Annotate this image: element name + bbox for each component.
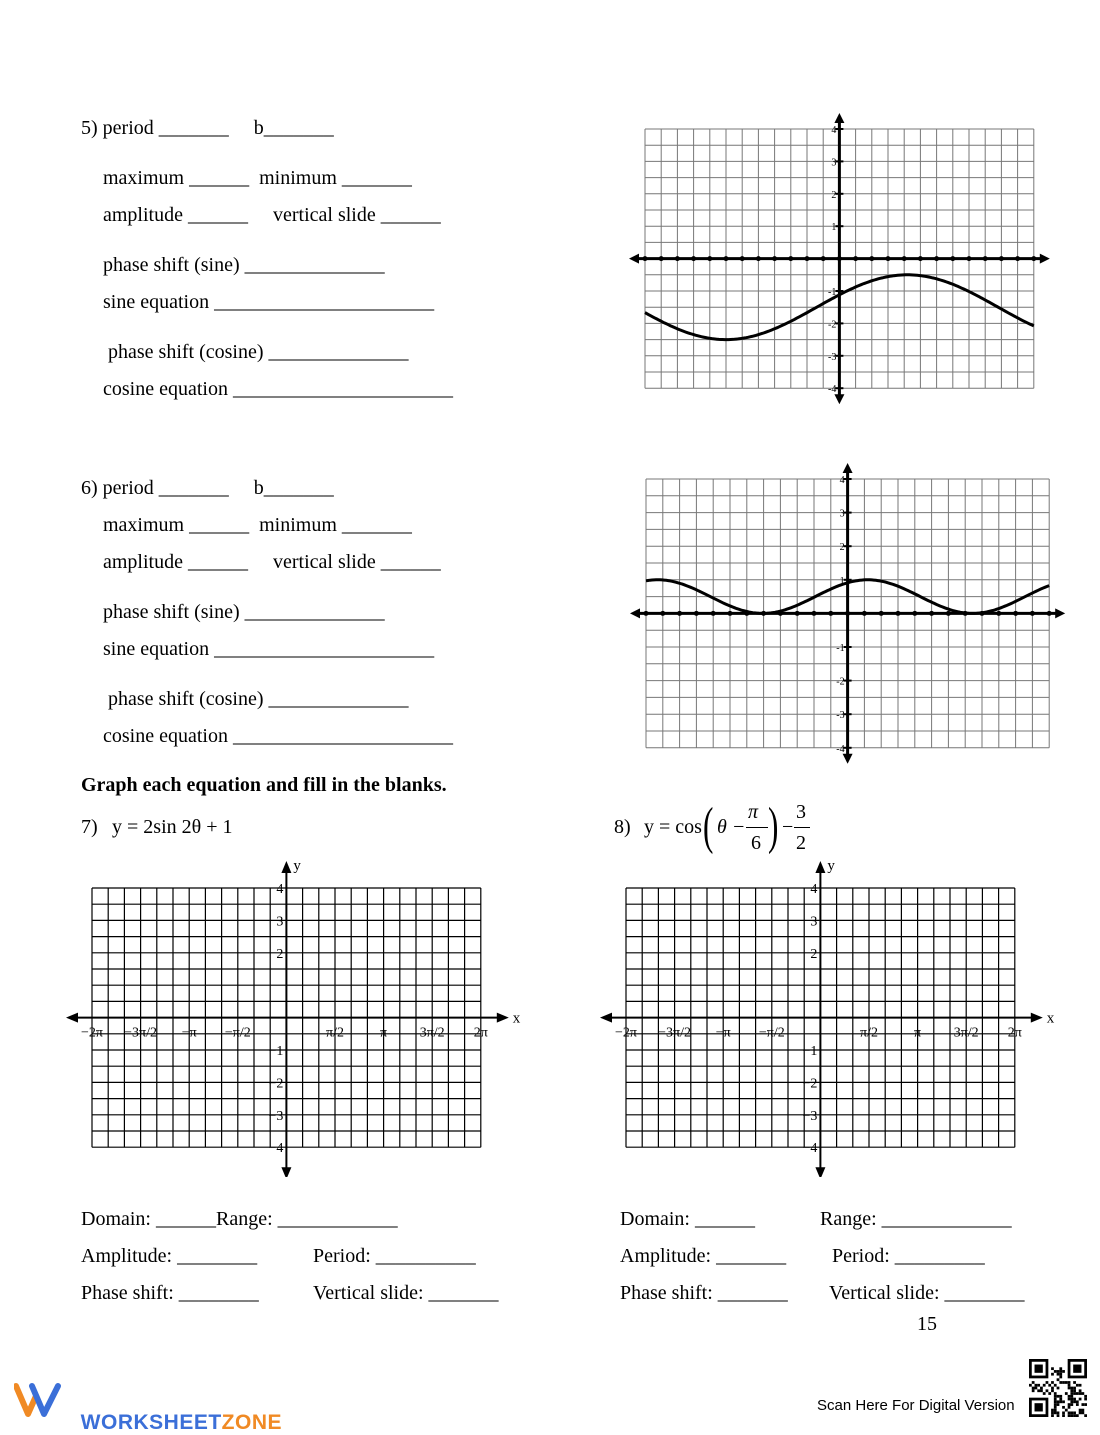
x-axis-arrow-right [1031, 1013, 1043, 1023]
p7-phase-shift: Phase shift: ________ [81, 1282, 259, 1304]
p8-number: 8) [614, 816, 631, 838]
p7-axes [66, 861, 509, 1177]
qr-module [1068, 1398, 1071, 1401]
qr-module [1054, 1370, 1057, 1373]
qr-module [1051, 1367, 1054, 1370]
y-tick-label: 2 [839, 542, 845, 554]
p5-cos-eq-line: cosine equation ______________________ [103, 378, 453, 400]
x-axis-arrow-left [629, 254, 639, 264]
p8-frac1-num: π [748, 801, 759, 823]
x-axis-arrow-left [66, 1013, 78, 1023]
qr-module [1081, 1392, 1084, 1395]
x-tick [724, 256, 729, 261]
y-axis-arrow-top [843, 463, 853, 473]
x-tick [828, 611, 833, 616]
x-tick [788, 256, 793, 261]
p8-eq-minus: − [782, 816, 794, 838]
p8-phase-shift: Phase shift: _______ [620, 1282, 788, 1304]
x-tick-label: −π [181, 1025, 197, 1041]
p6-phase-sine-line: phase shift (sine) ______________ [103, 601, 385, 623]
y-axis-arrow-top [815, 861, 825, 873]
qr-module [1062, 1406, 1065, 1409]
qr-module [1051, 1373, 1054, 1376]
x-tick [821, 256, 826, 261]
qr-module [1054, 1409, 1057, 1412]
qr-module [1057, 1400, 1060, 1403]
qr-module [1051, 1409, 1054, 1412]
p8-right-paren: ) [768, 798, 779, 855]
qr-module [1059, 1395, 1062, 1398]
y-tick-label: 4 [810, 882, 818, 897]
x-tick [805, 256, 810, 261]
qr-module [1037, 1389, 1040, 1392]
x-tick [1015, 256, 1020, 261]
qr-module [1070, 1395, 1073, 1398]
y-axis-label: y [293, 858, 301, 874]
y-tick-label: -3 [828, 351, 837, 363]
y-tick-label: −2 [802, 1076, 818, 1092]
y-tick-label: 3 [276, 914, 284, 930]
y-tick-label: 2 [831, 189, 837, 201]
y-axis-arrow-bottom [281, 1167, 291, 1177]
p6-graph [628, 462, 1068, 764]
x-tick [918, 256, 923, 261]
p8-frac2-den: 2 [796, 832, 806, 854]
qr-module [1035, 1384, 1038, 1387]
qr-module [1070, 1411, 1073, 1414]
x-tick [1013, 611, 1018, 616]
section-heading: Graph each equation and fill in the blanks. [81, 774, 447, 796]
p6-phase-cos-line: phase shift (cosine) ______________ [108, 688, 409, 710]
qr-module [1054, 1384, 1057, 1387]
p7-graph[interactable] [62, 855, 532, 1177]
p6-amplitude-line: amplitude ______ vertical slide ______ [103, 551, 441, 573]
p8-eq-lhs: y = cos [644, 816, 702, 838]
qr-module [1070, 1398, 1073, 1401]
y-tick-label: -1 [836, 643, 845, 654]
qr-module [1040, 1387, 1043, 1390]
qr-module [1048, 1384, 1051, 1387]
p8-frac1-bar [746, 827, 768, 828]
qr-finder-core [1035, 1403, 1043, 1411]
y-tick-label: -4 [836, 743, 845, 755]
p5-graph [628, 112, 1056, 404]
x-tick-label: 2π [1007, 1025, 1022, 1041]
p7-domain-range: Domain: ______Range: ____________ [81, 1208, 398, 1230]
x-tick [902, 256, 907, 261]
p6-period-line: 6) period _______ b_______ [81, 477, 334, 499]
p6-axes [630, 463, 1065, 764]
y-tick-label: 4 [831, 125, 837, 136]
p8-frac2-num: 3 [796, 801, 806, 823]
qr-module [1035, 1387, 1038, 1390]
x-tick [772, 256, 777, 261]
qr-module [1070, 1392, 1073, 1395]
y-tick-label: -1 [828, 287, 837, 298]
p7-labels [81, 858, 521, 1156]
qr-module [1070, 1387, 1073, 1390]
qr-module [1057, 1378, 1060, 1381]
y-tick-label: 3 [810, 914, 818, 930]
qr-module [1059, 1381, 1062, 1384]
qr-module [1068, 1414, 1071, 1417]
qr-module [1062, 1381, 1065, 1384]
qr-module [1076, 1414, 1079, 1417]
y-tick-label: -2 [828, 319, 837, 331]
x-tick-label: −π/2 [758, 1025, 785, 1041]
p5-axes [629, 113, 1050, 404]
y-tick-label: 3 [831, 157, 837, 169]
p5-sine-eq-line: sine equation ______________________ [103, 291, 435, 313]
qr-module [1068, 1403, 1071, 1406]
qr-module [1054, 1395, 1057, 1398]
qr-module [1070, 1389, 1073, 1392]
x-tick [660, 611, 665, 616]
x-tick-label: −3π/2 [124, 1025, 158, 1041]
x-tick [691, 256, 696, 261]
p6-y-ticks [836, 475, 844, 755]
x-tick [934, 256, 939, 261]
p7-period: Period: __________ [313, 1245, 476, 1267]
qr-module [1079, 1411, 1082, 1414]
x-tick [1031, 256, 1036, 261]
qr-module [1084, 1395, 1087, 1398]
x-axis-label: x [512, 1010, 521, 1027]
qr-module [1059, 1376, 1062, 1379]
qr-module [1084, 1414, 1087, 1417]
x-tick [999, 256, 1004, 261]
p6-cos-eq-line: cosine equation ______________________ [103, 725, 453, 747]
qr-module [1037, 1384, 1040, 1387]
x-tick [659, 256, 664, 261]
p8-graph[interactable] [596, 855, 1066, 1177]
qr-module [1043, 1392, 1046, 1395]
y-tick-label: −3 [268, 1108, 284, 1124]
qr-finder-core [1035, 1365, 1043, 1373]
qr-module [1076, 1403, 1079, 1406]
x-tick [643, 256, 648, 261]
qr-module [1051, 1387, 1054, 1390]
x-tick [929, 611, 934, 616]
y-axis-arrow-bottom [843, 754, 853, 764]
x-tick [946, 611, 951, 616]
qr-module [1054, 1406, 1057, 1409]
qr-module [1032, 1387, 1035, 1390]
qr-module [1057, 1395, 1060, 1398]
y-tick-label: −4 [268, 1141, 284, 1157]
x-tick [837, 256, 842, 261]
qr-module [1059, 1370, 1062, 1373]
qr-module [1059, 1398, 1062, 1401]
x-tick [795, 611, 800, 616]
qr-module [1084, 1403, 1087, 1406]
qr-module [1068, 1406, 1071, 1409]
x-tick-label: −3π/2 [658, 1025, 692, 1041]
p8-labels [615, 858, 1055, 1156]
qr-module [1073, 1414, 1076, 1417]
qr-module [1032, 1389, 1035, 1392]
qr-module [1073, 1400, 1076, 1403]
qr-module [1054, 1400, 1057, 1403]
qr-module [1076, 1392, 1079, 1395]
p7-equation: y = 2sin 2θ + 1 [112, 816, 233, 838]
p5-phase-cos-line: phase shift (cosine) ______________ [108, 341, 409, 363]
qr-module [1081, 1403, 1084, 1406]
x-tick [912, 611, 917, 616]
scan-text: Scan Here For Digital Version [817, 1397, 1015, 1414]
qr-module [1054, 1398, 1057, 1401]
p7-amplitude: Amplitude: ________ [81, 1245, 258, 1267]
p5-period-line: 5) period _______ b_______ [81, 117, 334, 139]
qr-module [1073, 1398, 1076, 1401]
x-tick-label: −π/2 [224, 1025, 251, 1041]
qr-module [1070, 1403, 1073, 1406]
p5-amplitude-line: amplitude ______ vertical slide ______ [103, 204, 441, 226]
qr-module [1029, 1384, 1032, 1387]
qr-module [1073, 1411, 1076, 1414]
x-tick [886, 256, 891, 261]
p5-phase-sine-line: phase shift (sine) ______________ [103, 254, 385, 276]
x-tick [996, 611, 1001, 616]
p8-range: Range: _____________ [820, 1208, 1012, 1230]
qr-module [1068, 1381, 1071, 1384]
p8-axes [600, 861, 1043, 1177]
y-axis-label: y [827, 858, 835, 874]
y-tick-label: −3 [802, 1108, 818, 1124]
qr-module [1084, 1398, 1087, 1401]
x-axis-arrow-right [1055, 608, 1065, 618]
qr-module [1057, 1414, 1060, 1417]
qr-module [1040, 1389, 1043, 1392]
qr-module [1032, 1381, 1035, 1384]
y-axis-arrow-top [281, 861, 291, 873]
qr-module [1046, 1381, 1049, 1384]
x-tick [967, 256, 972, 261]
qr-module [1068, 1395, 1071, 1398]
qr-module [1057, 1370, 1060, 1373]
qr-module [1043, 1384, 1046, 1387]
p7-vertical-slide: Vertical slide: _______ [313, 1282, 499, 1304]
qr-module [1065, 1381, 1068, 1384]
qr-module [1079, 1392, 1082, 1395]
qr-module [1079, 1409, 1082, 1412]
qr-module [1057, 1373, 1060, 1376]
qr-module [1048, 1392, 1051, 1395]
y-tick-label: 3 [839, 508, 845, 520]
qr-module [1065, 1392, 1068, 1395]
qr-module [1081, 1409, 1084, 1412]
p6-sine-eq-line: sine equation ______________________ [103, 638, 435, 660]
p7-number: 7) [81, 816, 98, 838]
x-tick-label: π/2 [860, 1025, 878, 1041]
qr-module [1051, 1389, 1054, 1392]
brand-part2: ZONE [221, 1411, 283, 1434]
x-tick [845, 611, 850, 616]
y-tick-label: 2 [276, 946, 284, 962]
qr-module [1070, 1400, 1073, 1403]
x-axis-arrow-right [497, 1013, 509, 1023]
qr-code-icon[interactable] [1029, 1359, 1087, 1417]
x-tick [853, 256, 858, 261]
y-tick-label: 4 [839, 475, 845, 486]
x-tick [677, 611, 682, 616]
qr-module [1059, 1373, 1062, 1376]
x-tick [694, 611, 699, 616]
qr-module [1059, 1400, 1062, 1403]
qr-module [1076, 1400, 1079, 1403]
x-tick [950, 256, 955, 261]
x-tick [675, 256, 680, 261]
x-tick-label: 2π [473, 1025, 488, 1041]
x-tick [707, 256, 712, 261]
p5-maxmin-line: maximum ______ minimum _______ [103, 167, 412, 189]
qr-module [1051, 1414, 1054, 1417]
y-tick-label: −4 [802, 1141, 818, 1157]
x-axis-arrow-left [600, 1013, 612, 1023]
qr-module [1073, 1381, 1076, 1384]
p8-eq-theta: θ − [717, 816, 746, 838]
worksheetzone-logo-icon [14, 1382, 62, 1418]
qr-module [1076, 1384, 1079, 1387]
qr-module [1065, 1409, 1068, 1412]
x-tick [728, 611, 733, 616]
x-tick [644, 611, 649, 616]
p8-amplitude: Amplitude: _______ [620, 1245, 787, 1267]
y-tick-label: -3 [836, 710, 845, 722]
qr-module [1062, 1414, 1065, 1417]
qr-module [1051, 1411, 1054, 1414]
p6-maxmin-line: maximum ______ minimum _______ [103, 514, 412, 536]
x-tick-label: π [380, 1025, 388, 1041]
x-tick [896, 611, 901, 616]
qr-module [1079, 1384, 1082, 1387]
qr-module [1073, 1389, 1076, 1392]
y-axis-arrow-bottom [834, 394, 844, 404]
qr-module [1057, 1411, 1060, 1414]
y-axis-arrow-top [834, 113, 844, 123]
y-tick-label: 1 [839, 575, 845, 587]
y-tick-label: −1 [802, 1044, 818, 1059]
x-tick-label: 3π/2 [419, 1025, 445, 1041]
x-tick-label: −2π [81, 1025, 103, 1041]
x-tick [740, 256, 745, 261]
brand-name[interactable] [68, 1387, 282, 1435]
qr-module [1073, 1392, 1076, 1395]
x-tick [862, 611, 867, 616]
x-axis-arrow-right [1040, 254, 1050, 264]
x-tick [1047, 611, 1052, 616]
qr-module [1073, 1387, 1076, 1390]
y-tick-label: -4 [828, 384, 837, 396]
x-tick-label: π/2 [326, 1025, 344, 1041]
x-tick [711, 611, 716, 616]
brand-part1: WORKSHEET [80, 1411, 222, 1434]
p8-frac2-bar [794, 827, 810, 828]
qr-module [1068, 1411, 1071, 1414]
x-tick [983, 256, 988, 261]
page-number: 15 [917, 1313, 937, 1335]
p8-vertical-slide: Vertical slide: ________ [829, 1282, 1025, 1304]
y-tick-label: −1 [268, 1044, 284, 1059]
x-tick-label: −2π [615, 1025, 637, 1041]
y-axis-arrow-bottom [815, 1167, 825, 1177]
qr-module [1068, 1387, 1071, 1390]
qr-module [1057, 1387, 1060, 1390]
x-tick-label: π [914, 1025, 922, 1041]
qr-module [1054, 1403, 1057, 1406]
y-tick-label: −2 [268, 1076, 284, 1092]
qr-module [1054, 1411, 1057, 1414]
qr-module [1046, 1389, 1049, 1392]
qr-module [1079, 1398, 1082, 1401]
qr-module [1059, 1367, 1062, 1370]
y-tick-label: 4 [276, 882, 284, 897]
x-tick-label: −π [715, 1025, 731, 1041]
p8-period: Period: _________ [832, 1245, 985, 1267]
y-tick-label: 1 [831, 222, 837, 234]
y-tick-label: -2 [836, 676, 845, 688]
qr-module [1070, 1414, 1073, 1417]
qr-module [1062, 1370, 1065, 1373]
x-axis-label: x [1046, 1010, 1055, 1027]
x-tick [879, 611, 884, 616]
qr-module [1079, 1389, 1082, 1392]
x-tick [1030, 611, 1035, 616]
x-axis-arrow-left [630, 608, 640, 618]
qr-module [1051, 1381, 1054, 1384]
qr-module [1054, 1392, 1057, 1395]
x-tick [812, 611, 817, 616]
y-tick-label: 2 [810, 946, 818, 962]
x-tick [869, 256, 874, 261]
qr-module [1062, 1400, 1065, 1403]
qr-module [1062, 1411, 1065, 1414]
p8-left-paren: ( [703, 798, 714, 855]
p8-domain: Domain: ______ [620, 1208, 755, 1230]
qr-module [1068, 1384, 1071, 1387]
p8-frac1-den: 6 [751, 832, 761, 854]
x-tick [756, 256, 761, 261]
qr-module [1057, 1403, 1060, 1406]
qr-module [1081, 1411, 1084, 1414]
qr-finder-core [1073, 1365, 1081, 1373]
x-tick-label: 3π/2 [953, 1025, 979, 1041]
